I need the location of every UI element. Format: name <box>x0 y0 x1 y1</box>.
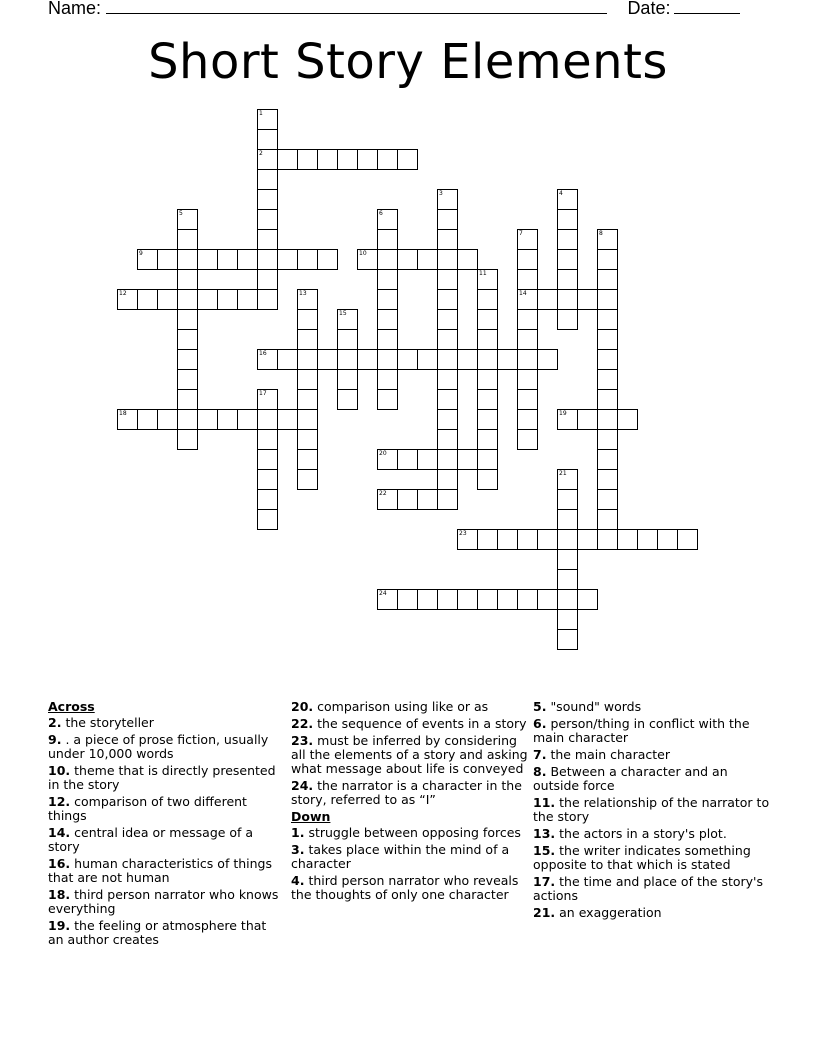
crossword-cell[interactable] <box>557 569 578 590</box>
clue-number: 7 <box>519 230 523 237</box>
crossword-cell[interactable] <box>177 289 198 310</box>
crossword-cell[interactable] <box>437 309 458 330</box>
crossword-cell[interactable] <box>377 489 398 510</box>
crossword-cell[interactable] <box>617 409 638 430</box>
crossword-cell[interactable] <box>257 409 278 430</box>
crossword-cell[interactable] <box>377 249 398 270</box>
crossword-cell[interactable] <box>597 489 618 510</box>
crossword-cell[interactable] <box>417 349 438 370</box>
clue-across: 22. the sequence of events in a story <box>291 716 527 731</box>
crossword-cell[interactable] <box>177 409 198 430</box>
clue-down: 7. the main character <box>533 747 670 762</box>
crossword-cell[interactable] <box>537 529 558 550</box>
across-heading: Across <box>48 699 95 714</box>
clue-number: 21 <box>559 470 567 477</box>
clue-column-2 <box>291 700 531 905</box>
clue-column-3 <box>533 700 773 923</box>
crossword-cell[interactable] <box>597 509 618 530</box>
crossword-cell[interactable] <box>257 289 278 310</box>
clue-number: 9 <box>139 250 143 257</box>
crossword-cell[interactable] <box>297 289 318 310</box>
clue-number: 24 <box>379 590 387 597</box>
crossword-cell[interactable] <box>257 449 278 470</box>
crossword-cell[interactable] <box>557 609 578 630</box>
crossword-cell[interactable] <box>597 309 618 330</box>
crossword-cell[interactable] <box>157 409 178 430</box>
crossword-cell[interactable] <box>557 509 578 530</box>
crossword-cell[interactable] <box>557 289 578 310</box>
crossword-cell[interactable] <box>297 409 318 430</box>
crossword-cell[interactable] <box>437 489 458 510</box>
crossword-cell[interactable] <box>477 449 498 470</box>
crossword-cell[interactable] <box>297 349 318 370</box>
crossword-cell[interactable] <box>257 429 278 450</box>
clue-number: 6 <box>379 210 383 217</box>
clue-number: 20 <box>379 450 387 457</box>
crossword-cell[interactable] <box>217 289 238 310</box>
crossword-cell[interactable] <box>397 489 418 510</box>
crossword-cell[interactable] <box>377 229 398 250</box>
clue-number: 13 <box>299 290 307 297</box>
crossword-cell[interactable] <box>377 149 398 170</box>
crossword-cell[interactable] <box>537 349 558 370</box>
crossword-cell[interactable] <box>557 469 578 490</box>
crossword-cell[interactable] <box>437 469 458 490</box>
crossword-cell[interactable] <box>597 529 618 550</box>
crossword-cell[interactable] <box>177 349 198 370</box>
crossword-cell[interactable] <box>557 489 578 510</box>
crossword-cell[interactable] <box>357 149 378 170</box>
crossword-cell[interactable] <box>177 249 198 270</box>
crossword-cell[interactable] <box>297 369 318 390</box>
crossword-cell[interactable] <box>277 149 298 170</box>
clue-number: 22 <box>379 490 387 497</box>
clue-across: 9. . a piece of prose fiction, usually under 10,000 words <box>48 732 269 761</box>
clue-across: 24. the narrator is a character in the story, referred to as “I” <box>291 778 522 807</box>
crossword-cell[interactable] <box>197 289 218 310</box>
clue-number: 17 <box>259 390 267 397</box>
crossword-cell[interactable] <box>197 409 218 430</box>
crossword-cell[interactable] <box>117 409 138 430</box>
crossword-cell[interactable] <box>117 289 138 310</box>
crossword-cell[interactable] <box>617 529 638 550</box>
crossword-cell[interactable] <box>557 249 578 270</box>
crossword-cell[interactable] <box>477 409 498 430</box>
crossword-cell[interactable] <box>417 589 438 610</box>
clue-across: 2. the storyteller <box>48 715 154 730</box>
clue-number: 11 <box>479 270 487 277</box>
crossword-cell[interactable] <box>437 409 458 430</box>
crossword-cell[interactable] <box>417 249 438 270</box>
crossword-cell[interactable] <box>257 169 278 190</box>
crossword-cell[interactable] <box>597 369 618 390</box>
crossword-cell[interactable] <box>337 389 358 410</box>
crossword-cell[interactable] <box>177 229 198 250</box>
clue-down: 13. the actors in a story's plot. <box>533 826 727 841</box>
crossword-cell[interactable] <box>517 289 538 310</box>
clue-across: 10. theme that is directly presented in the story <box>48 763 276 792</box>
crossword-cell[interactable] <box>337 309 358 330</box>
crossword-cell[interactable] <box>437 369 458 390</box>
crossword-cell[interactable] <box>397 249 418 270</box>
crossword-cell[interactable] <box>437 429 458 450</box>
clue-down: 1. struggle between opposing forces <box>291 825 521 840</box>
crossword-cell[interactable] <box>537 589 558 610</box>
crossword-cell[interactable] <box>557 229 578 250</box>
crossword-cell[interactable] <box>337 349 358 370</box>
clue-down: 8. Between a character and an outside force <box>533 764 728 793</box>
crossword-cell[interactable] <box>477 349 498 370</box>
crossword-cell[interactable] <box>437 289 458 310</box>
crossword-cell[interactable] <box>477 329 498 350</box>
clue-down: 17. the time and place of the story's actions <box>533 874 763 903</box>
crossword-cell[interactable] <box>577 289 598 310</box>
crossword-cell[interactable] <box>437 349 458 370</box>
crossword-cell[interactable] <box>177 329 198 350</box>
clue-down: 21. an exaggeration <box>533 905 662 920</box>
crossword-cell[interactable] <box>377 309 398 330</box>
clue-number: 19 <box>559 410 567 417</box>
crossword-cell[interactable] <box>597 449 618 470</box>
crossword-cell[interactable] <box>597 329 618 350</box>
clue-across: 16. human characteristics of things that are not human <box>48 856 272 885</box>
crossword-cell[interactable] <box>297 429 318 450</box>
crossword-cell[interactable] <box>557 209 578 230</box>
crossword-cell[interactable] <box>337 149 358 170</box>
crossword-cell[interactable] <box>277 409 298 430</box>
crossword-cell[interactable] <box>177 429 198 450</box>
crossword-cell[interactable] <box>477 529 498 550</box>
crossword-cell[interactable] <box>377 389 398 410</box>
crossword-cell[interactable] <box>577 589 598 610</box>
crossword-cell[interactable] <box>457 449 478 470</box>
crossword-cell[interactable] <box>377 589 398 610</box>
crossword-cell[interactable] <box>217 249 238 270</box>
clue-number: 5 <box>179 210 183 217</box>
crossword-cell[interactable] <box>257 469 278 490</box>
crossword-cell[interactable] <box>257 389 278 410</box>
clue-number: 12 <box>119 290 127 297</box>
crossword-cell[interactable] <box>597 429 618 450</box>
crossword-cell[interactable] <box>537 289 558 310</box>
crossword-cell[interactable] <box>177 309 198 330</box>
clue-number: 8 <box>599 230 603 237</box>
clue-down: 6. person/thing in conflict with the main character <box>533 716 750 745</box>
crossword-cell[interactable] <box>277 249 298 270</box>
crossword-cell[interactable] <box>457 249 478 270</box>
clue-number: 23 <box>459 530 467 537</box>
clue-number: 18 <box>119 410 127 417</box>
crossword-cell[interactable] <box>517 329 538 350</box>
crossword-cell[interactable] <box>557 189 578 210</box>
crossword-cell[interactable] <box>597 349 618 370</box>
crossword-cell[interactable] <box>337 329 358 350</box>
crossword-cell[interactable] <box>497 529 518 550</box>
down-heading: Down <box>291 809 331 824</box>
clue-number: 16 <box>259 350 267 357</box>
crossword-cell[interactable] <box>557 309 578 330</box>
crossword-cell[interactable] <box>317 249 338 270</box>
crossword-cell[interactable] <box>517 369 538 390</box>
crossword-cell[interactable] <box>597 229 618 250</box>
crossword-cell[interactable] <box>297 469 318 490</box>
crossword-cell[interactable] <box>557 549 578 570</box>
clue-number: 15 <box>339 310 347 317</box>
crossword-cell[interactable] <box>297 449 318 470</box>
crossword-cell[interactable] <box>437 389 458 410</box>
crossword-cell[interactable] <box>377 369 398 390</box>
crossword-cell[interactable] <box>457 589 478 610</box>
crossword-cell[interactable] <box>477 369 498 390</box>
crossword-cell[interactable] <box>677 529 698 550</box>
crossword-cell[interactable] <box>257 109 278 130</box>
crossword-cell[interactable] <box>517 349 538 370</box>
crossword-cell[interactable] <box>397 449 418 470</box>
crossword-cell[interactable] <box>377 289 398 310</box>
crossword-cell[interactable] <box>437 229 458 250</box>
crossword-cell[interactable] <box>517 269 538 290</box>
crossword-cell[interactable] <box>297 149 318 170</box>
clue-down: 11. the relationship of the narrator to the story <box>533 795 770 824</box>
crossword-cell[interactable] <box>437 189 458 210</box>
crossword-cell[interactable] <box>457 349 478 370</box>
clue-across: 14. central idea or message of a story <box>48 825 254 854</box>
crossword-cell[interactable] <box>437 269 458 290</box>
crossword-cell[interactable] <box>477 429 498 450</box>
crossword-cell[interactable] <box>357 249 378 270</box>
crossword-cell[interactable] <box>417 449 438 470</box>
crossword-cell[interactable] <box>597 469 618 490</box>
crossword-cell[interactable] <box>237 409 258 430</box>
crossword-cell[interactable] <box>257 209 278 230</box>
crossword-cell[interactable] <box>177 389 198 410</box>
clue-number: 10 <box>359 250 367 257</box>
crossword-cell[interactable] <box>397 349 418 370</box>
clue-column-1 <box>48 700 280 950</box>
crossword-cell[interactable] <box>257 489 278 510</box>
crossword-cell[interactable] <box>257 349 278 370</box>
crossword-cell[interactable] <box>377 209 398 230</box>
crossword-cell[interactable] <box>517 409 538 430</box>
crossword-cell[interactable] <box>137 289 158 310</box>
crossword-cell[interactable] <box>557 629 578 650</box>
clue-across: 20. comparison using like or as <box>291 699 489 714</box>
crossword-cell[interactable] <box>157 249 178 270</box>
crossword-cell[interactable] <box>377 349 398 370</box>
crossword-cell[interactable] <box>397 589 418 610</box>
crossword-cell[interactable] <box>517 529 538 550</box>
crossword-cell[interactable] <box>577 409 598 430</box>
crossword-cell[interactable] <box>217 409 238 430</box>
name-label: Name: <box>48 0 102 18</box>
crossword-cell[interactable] <box>517 389 538 410</box>
crossword-cell[interactable] <box>257 269 278 290</box>
date-label: Date: <box>627 0 671 18</box>
crossword-cell[interactable] <box>237 289 258 310</box>
crossword-cell[interactable] <box>257 129 278 150</box>
clue-down: 5. "sound" words <box>533 699 642 714</box>
clue-down: 4. third person narrator who reveals the thoughts of only one character <box>291 873 519 902</box>
crossword-cell[interactable] <box>377 449 398 470</box>
crossword-cell[interactable] <box>177 369 198 390</box>
clue-number: 14 <box>519 290 527 297</box>
clue-number: 4 <box>559 190 563 197</box>
crossword-cell[interactable] <box>437 329 458 350</box>
page-title: Short Story Elements <box>148 34 668 90</box>
crossword-cell[interactable] <box>257 189 278 210</box>
crossword-cell[interactable] <box>137 249 158 270</box>
crossword-cell[interactable] <box>517 589 538 610</box>
clue-number: 3 <box>439 190 443 197</box>
crossword-cell[interactable] <box>157 289 178 310</box>
crossword-cell[interactable] <box>437 449 458 470</box>
clue-across: 18. third person narrator who knows everything <box>48 887 279 916</box>
crossword-cell[interactable] <box>517 429 538 450</box>
crossword-cell[interactable] <box>477 289 498 310</box>
crossword-cell[interactable] <box>177 269 198 290</box>
crossword-cell[interactable] <box>517 249 538 270</box>
crossword-cell[interactable] <box>557 529 578 550</box>
crossword-cell[interactable] <box>297 249 318 270</box>
crossword-cell[interactable] <box>297 389 318 410</box>
crossword-cell[interactable] <box>177 209 198 230</box>
crossword-cell[interactable] <box>337 369 358 390</box>
crossword-cell[interactable] <box>477 589 498 610</box>
crossword-cell[interactable] <box>417 489 438 510</box>
crossword-cell[interactable] <box>517 309 538 330</box>
clue-across: 19. the feeling or atmosphere that an author creates <box>48 918 267 947</box>
crossword-cell[interactable] <box>377 269 398 290</box>
crossword-cell[interactable] <box>557 269 578 290</box>
crossword-cell[interactable] <box>257 149 278 170</box>
crossword-cell[interactable] <box>317 149 338 170</box>
crossword-cell[interactable] <box>197 249 218 270</box>
crossword-cell[interactable] <box>257 249 278 270</box>
clue-number: 2 <box>259 150 263 157</box>
crossword-cell[interactable] <box>497 589 518 610</box>
crossword-cell[interactable] <box>277 349 298 370</box>
crossword-cell[interactable] <box>137 409 158 430</box>
clue-across: 23. must be inferred by considering all the elements of a story and asking what message about life is conveyed <box>291 733 528 776</box>
crossword-cell[interactable] <box>517 229 538 250</box>
clue-down: 3. takes place within the mind of a character <box>291 842 510 871</box>
crossword-cell[interactable] <box>597 249 618 270</box>
crossword-cell[interactable] <box>257 509 278 530</box>
crossword-cell[interactable] <box>297 329 318 350</box>
crossword-cell[interactable] <box>377 329 398 350</box>
crossword-cell[interactable] <box>477 309 498 330</box>
crossword-cell[interactable] <box>357 349 378 370</box>
clue-down: 15. the writer indicates something opposite to that which is stated <box>533 843 751 872</box>
crossword-cell[interactable] <box>477 469 498 490</box>
crossword-cell[interactable] <box>657 529 678 550</box>
clue-number: 1 <box>259 110 263 117</box>
crossword-cell[interactable] <box>557 409 578 430</box>
crossword-cell[interactable] <box>477 389 498 410</box>
crossword-cell[interactable] <box>297 309 318 330</box>
crossword-cell[interactable] <box>577 529 598 550</box>
crossword-cell[interactable] <box>597 409 618 430</box>
crossword-cell[interactable] <box>437 249 458 270</box>
crossword-cell[interactable] <box>237 249 258 270</box>
crossword-cell[interactable] <box>637 529 658 550</box>
crossword-cell[interactable] <box>557 589 578 610</box>
crossword-cell[interactable] <box>437 209 458 230</box>
crossword-cell[interactable] <box>597 289 618 310</box>
crossword-cell[interactable] <box>317 349 338 370</box>
crossword-cell[interactable] <box>457 529 478 550</box>
crossword-cell[interactable] <box>597 269 618 290</box>
crossword-cell[interactable] <box>597 389 618 410</box>
clue-across: 12. comparison of two different things <box>48 794 247 823</box>
crossword-cell[interactable] <box>437 589 458 610</box>
crossword-cell[interactable] <box>477 269 498 290</box>
crossword-cell[interactable] <box>397 149 418 170</box>
crossword-cell[interactable] <box>257 229 278 250</box>
crossword-cell[interactable] <box>497 349 518 370</box>
